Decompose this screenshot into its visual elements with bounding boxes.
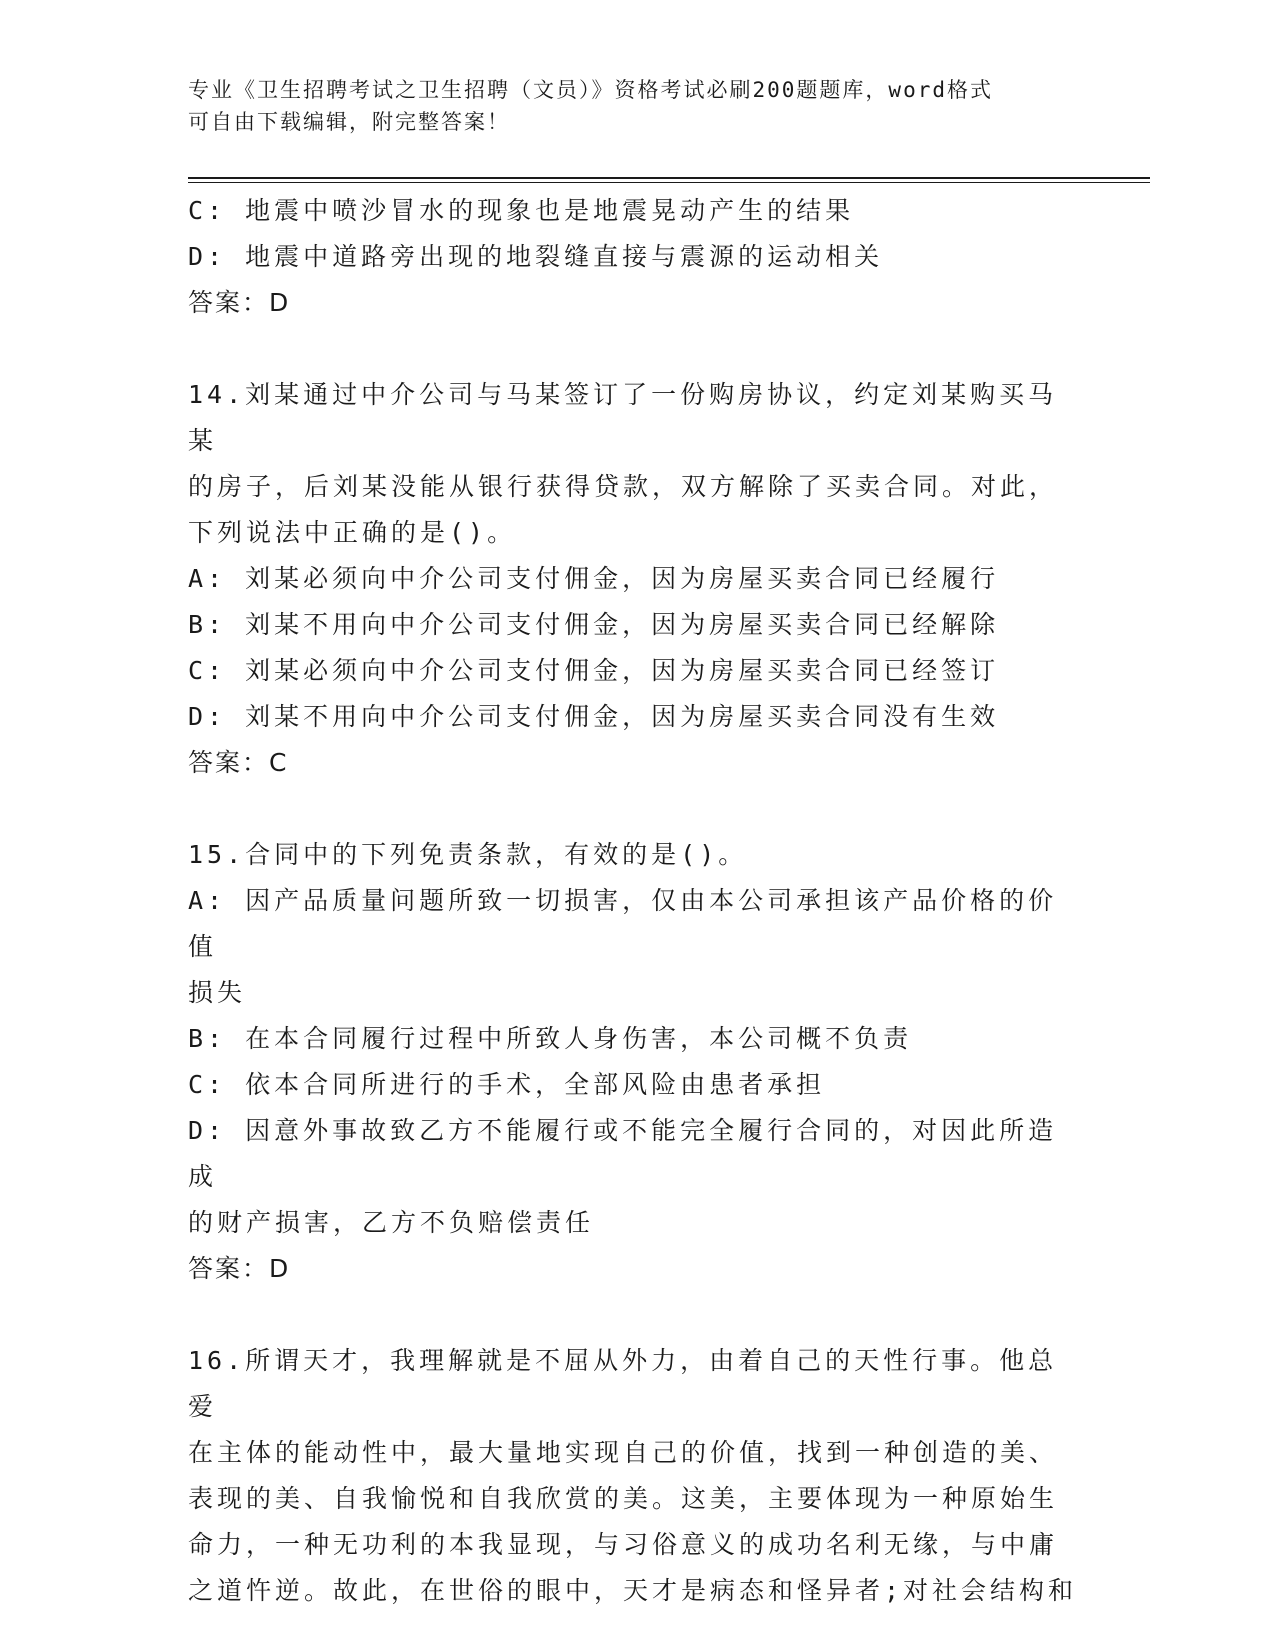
page-content bbox=[188, 188, 1078, 1614]
option-a-line: 损失 bbox=[188, 978, 247, 1007]
option-a-line: A: 因产品质量问题所致一切损害，仅由本公司承担该产品价格的价值 bbox=[188, 886, 1058, 961]
option-c: C: 刘某必须向中介公司支付佣金，因为房屋买卖合同已经签订 bbox=[188, 656, 1000, 685]
question-stem-line: 命力，一种无功利的本我显现，与习俗意义的成功名利无缘，与中庸 bbox=[188, 1530, 1059, 1559]
question-13-tail bbox=[188, 188, 1078, 326]
option-d-line: 的财产损害，乙方不负赔偿责任 bbox=[188, 1208, 595, 1237]
option-d-line: D: 因意外事故致乙方不能履行或不能完全履行合同的，对因此所造成 bbox=[188, 1116, 1058, 1191]
header-rule-thick bbox=[188, 177, 1150, 179]
header-line-2: 可自由下载编辑，附完整答案！ bbox=[188, 110, 510, 134]
question-15 bbox=[188, 832, 1078, 1292]
spacer bbox=[188, 786, 1078, 832]
header-rule-thin bbox=[188, 182, 1150, 183]
question-stem-line: 之道忤逆。故此，在世俗的眼中，天才是病态和怪异者;对社会结构和 bbox=[188, 1576, 1078, 1605]
answer: 答案：D bbox=[188, 288, 291, 317]
question-stem-line: 下列说法中正确的是()。 bbox=[188, 518, 517, 547]
question-stem-line: 14.刘某通过中介公司与马某签订了一份购房协议，约定刘某购买马某 bbox=[188, 380, 1058, 455]
question-stem-line: 的房子，后刘某没能从银行获得贷款，双方解除了买卖合同。对此， bbox=[188, 472, 1059, 501]
option-a: A: 刘某必须向中介公司支付佣金，因为房屋买卖合同已经履行 bbox=[188, 564, 1000, 593]
option-d: D: 刘某不用向中介公司支付佣金，因为房屋买卖合同没有生效 bbox=[188, 702, 1000, 731]
option-b: B: 在本合同履行过程中所致人身伤害，本公司概不负责 bbox=[188, 1024, 913, 1053]
answer: 答案：D bbox=[188, 1254, 291, 1283]
question-16 bbox=[188, 1338, 1078, 1614]
question-stem-line: 16.所谓天才，我理解就是不屈从外力，由着自己的天性行事。他总爱 bbox=[188, 1346, 1058, 1421]
question-stem: 15.合同中的下列免责条款，有效的是()。 bbox=[188, 840, 748, 869]
option-c: C: 地震中喷沙冒水的现象也是地震晃动产生的结果 bbox=[188, 196, 855, 225]
answer: 答案：C bbox=[188, 748, 289, 777]
option-c: C: 依本合同所进行的手术，全部风险由患者承担 bbox=[188, 1070, 826, 1099]
spacer bbox=[188, 326, 1078, 372]
question-stem-line: 表现的美、自我愉悦和自我欣赏的美。这美，主要体现为一种原始生 bbox=[188, 1484, 1059, 1513]
option-b: B: 刘某不用向中介公司支付佣金，因为房屋买卖合同已经解除 bbox=[188, 610, 1000, 639]
option-d: D: 地震中道路旁出现的地裂缝直接与震源的运动相关 bbox=[188, 242, 884, 271]
header-line-1: 专业《卫生招聘考试之卫生招聘（文员）》资格考试必刷200题题库，word格式 bbox=[188, 78, 993, 102]
question-14 bbox=[188, 372, 1078, 786]
document-header bbox=[188, 74, 1068, 138]
question-stem-line: 在主体的能动性中，最大量地实现自己的价值，找到一种创造的美、 bbox=[188, 1438, 1059, 1467]
spacer bbox=[188, 1292, 1078, 1338]
